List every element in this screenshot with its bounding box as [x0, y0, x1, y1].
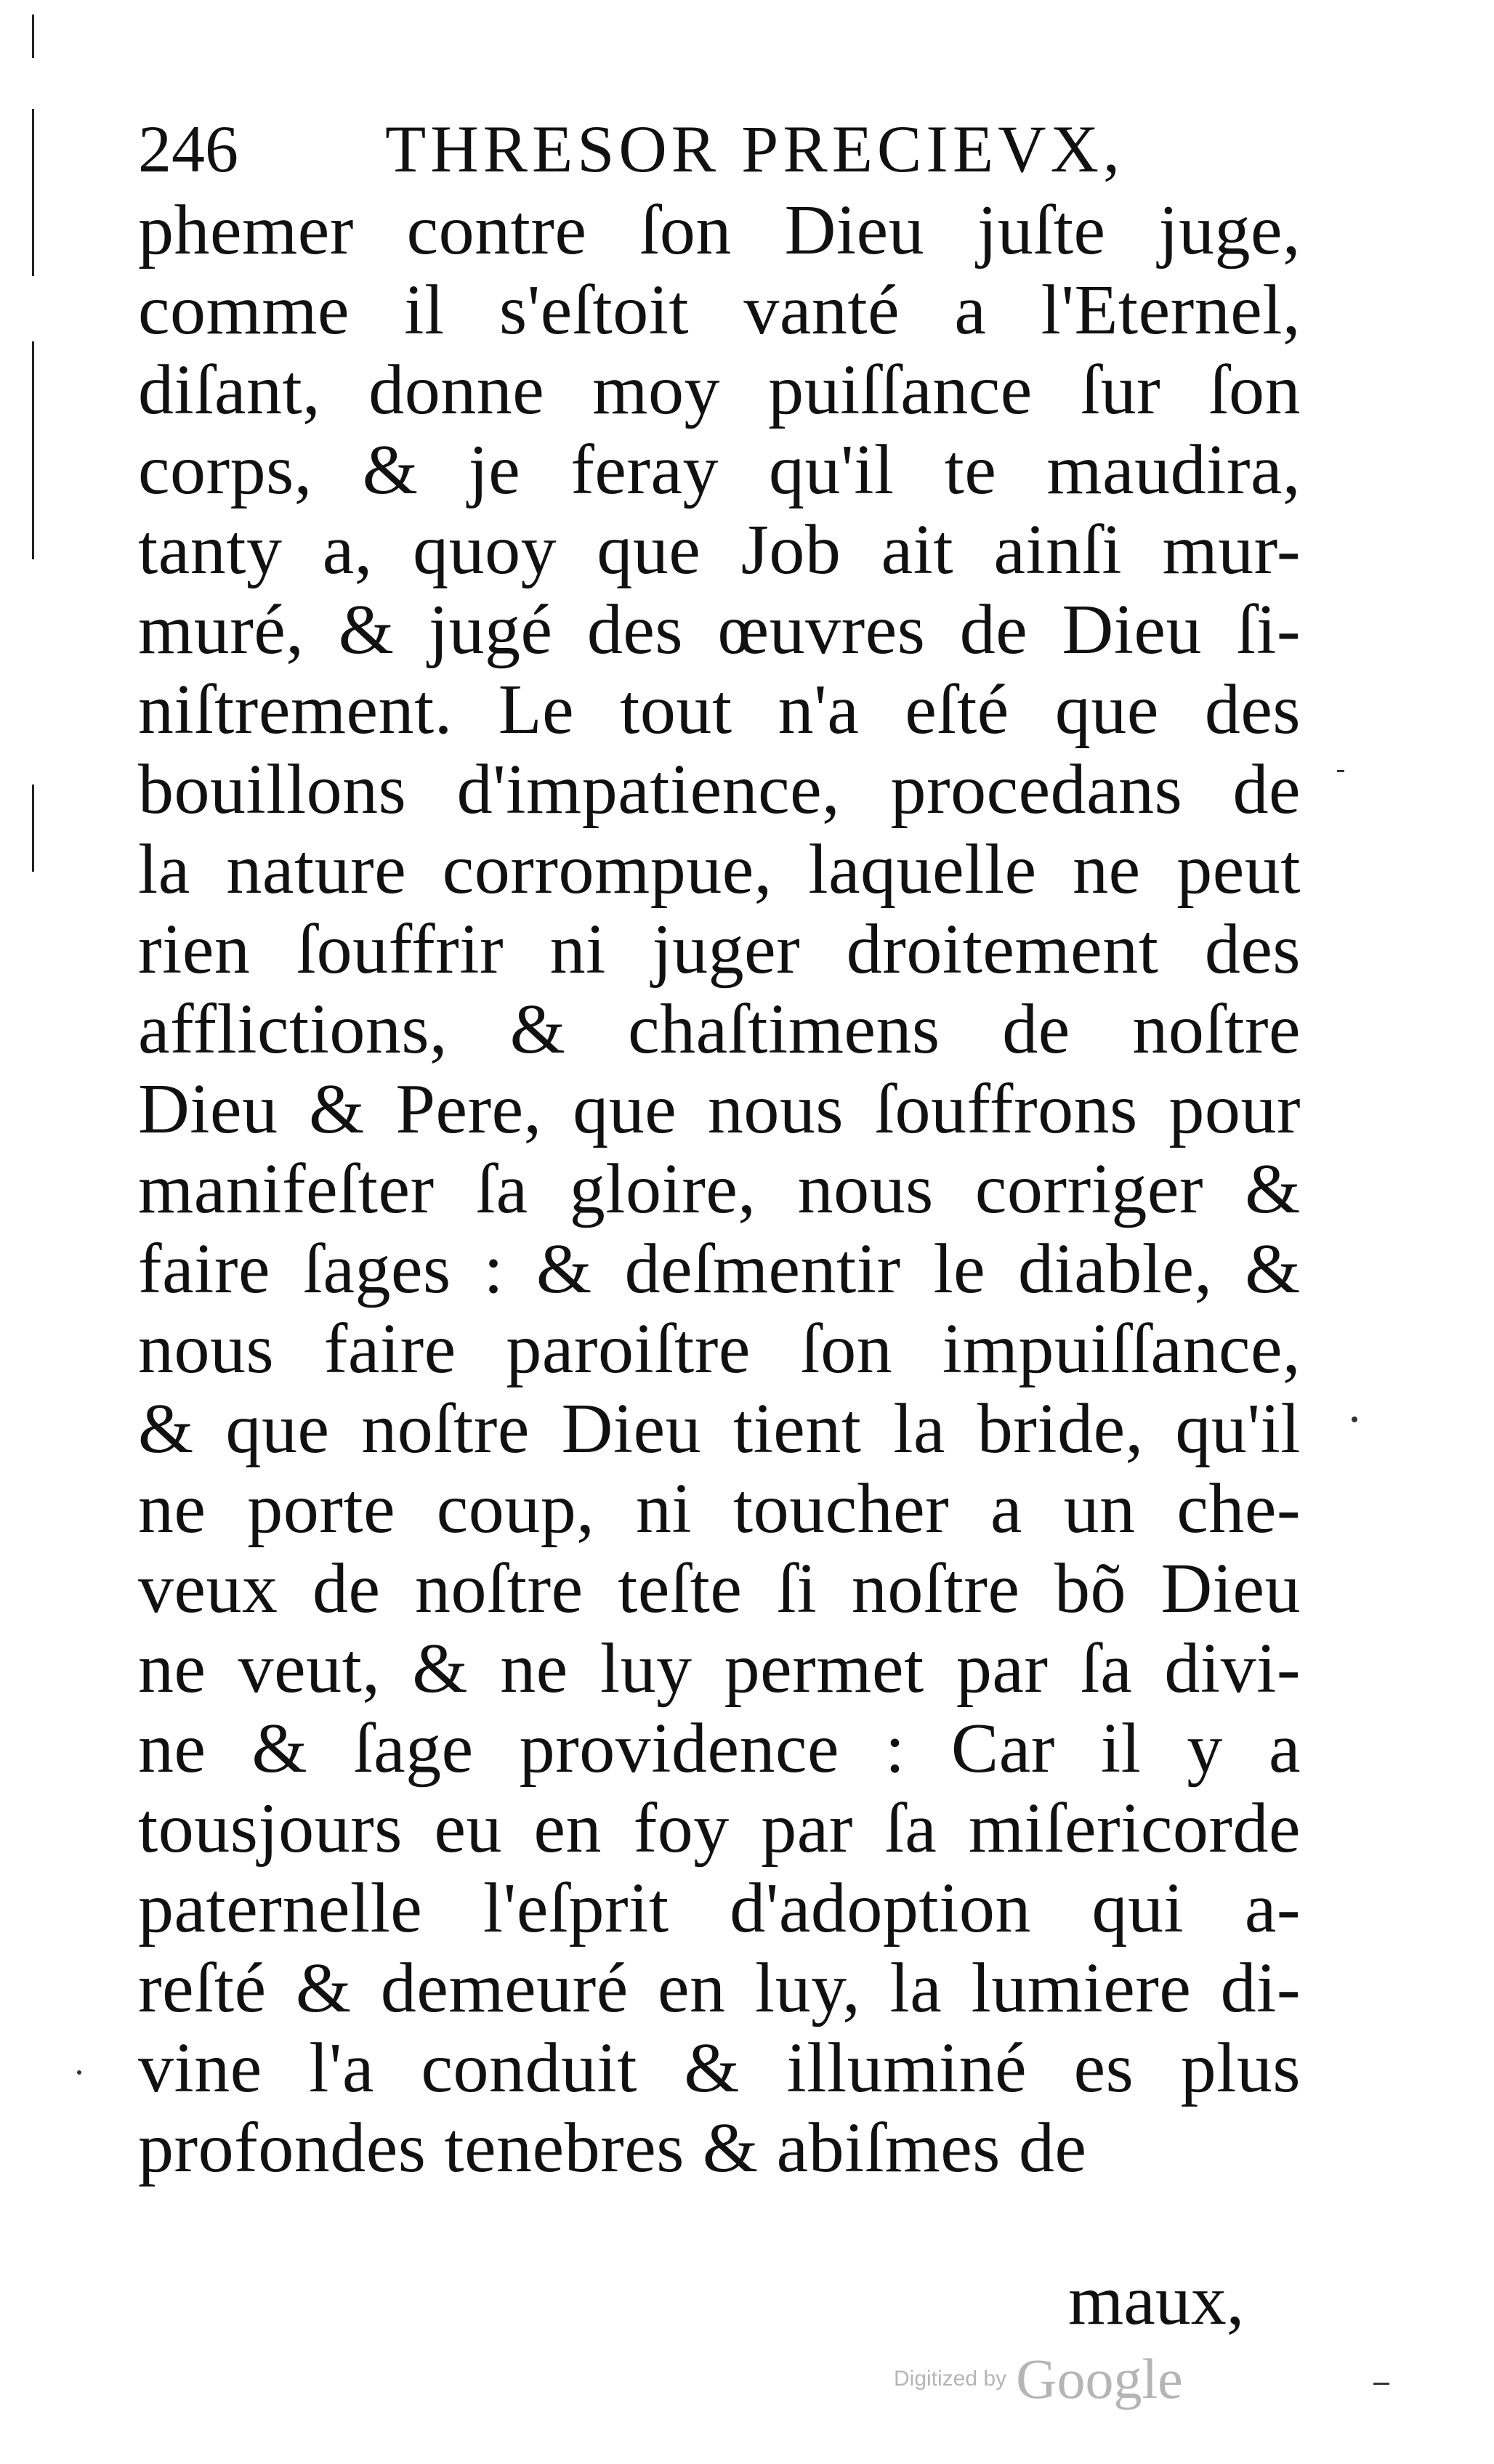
text-line: tousjours eu en foy par ſa miſericorde — [138, 1789, 1301, 1868]
page-header — [138, 109, 1301, 189]
text-line: ne & ſage providence : Car il y a — [138, 1709, 1301, 1788]
ink-speck — [1373, 2383, 1389, 2385]
text-line: afflictions, & chaſtimens de noſtre — [138, 990, 1301, 1069]
text-line: & que noſtre Dieu tient la bride, qu'il — [138, 1390, 1301, 1468]
running-title: THRESOR PRECIEVX, — [385, 112, 1124, 186]
text-line: ne veut, & ne luy permet par ſa divi- — [138, 1629, 1301, 1708]
text-line: diſant, donne moy puiſſance ſur ſon — [138, 351, 1301, 429]
text-line: tanty a, quoy que Job ait ainſi mur- — [138, 511, 1301, 589]
binding-edge-mark — [32, 785, 34, 872]
text-line: nous faire paroiſtre ſon impuiſſance, — [138, 1310, 1301, 1388]
text-line: bouillons d'impatience, procedans de — [138, 750, 1301, 829]
text-line: la nature corrompue, laquelle ne peut — [138, 830, 1301, 909]
text-line: profondes tenebres & abiſmes de — [138, 2109, 1087, 2187]
text-line: phemer contre ſon Dieu juſte juge, — [138, 191, 1301, 270]
text-line: faire ſages : & deſmentir le diable, & — [138, 1230, 1301, 1308]
text-line: vine l'a conduit & illuminé es plus — [138, 2029, 1301, 2107]
text-line: paternelle l'eſprit d'adoption qui a- — [138, 1869, 1301, 1948]
binding-edge-mark — [32, 109, 34, 276]
watermark-prefix: Digitized by — [894, 2367, 1007, 2391]
ink-speck — [77, 2070, 81, 2075]
binding-edge-mark — [32, 15, 34, 58]
ink-speck — [1337, 770, 1344, 772]
page-number: 246 — [138, 112, 238, 186]
body-text — [138, 190, 1301, 2188]
text-line: rien ſouffrir ni juger droitement des — [138, 910, 1301, 989]
text-line: manifeſter ſa gloire, nous corriger & — [138, 1150, 1301, 1228]
text-line: ne porte coup, ni toucher a un che- — [138, 1470, 1301, 1548]
text-line: veux de noſtre teſte ſi noſtre bõ Dieu — [138, 1549, 1301, 1628]
digitization-watermark — [894, 2346, 1183, 2412]
binding-edge-mark — [32, 341, 34, 559]
catchword: maux, — [1068, 2261, 1245, 2340]
text-line: muré, & jugé des œuvres de Dieu ſi- — [138, 591, 1301, 669]
text-line: corps, & je feray qu'il te maudira, — [138, 431, 1301, 509]
ink-speck — [1352, 1417, 1357, 1422]
google-logo: Google — [1016, 2347, 1183, 2410]
text-line: comme il s'eſtoit vanté a l'Eternel, — [138, 271, 1301, 349]
text-line: Dieu & Pere, que nous ſouffrons pour — [138, 1070, 1301, 1148]
text-line: reſté & demeuré en luy, la lumiere di- — [138, 1949, 1301, 2027]
text-line: niſtrement. Le tout n'a eſté que des — [138, 670, 1301, 749]
